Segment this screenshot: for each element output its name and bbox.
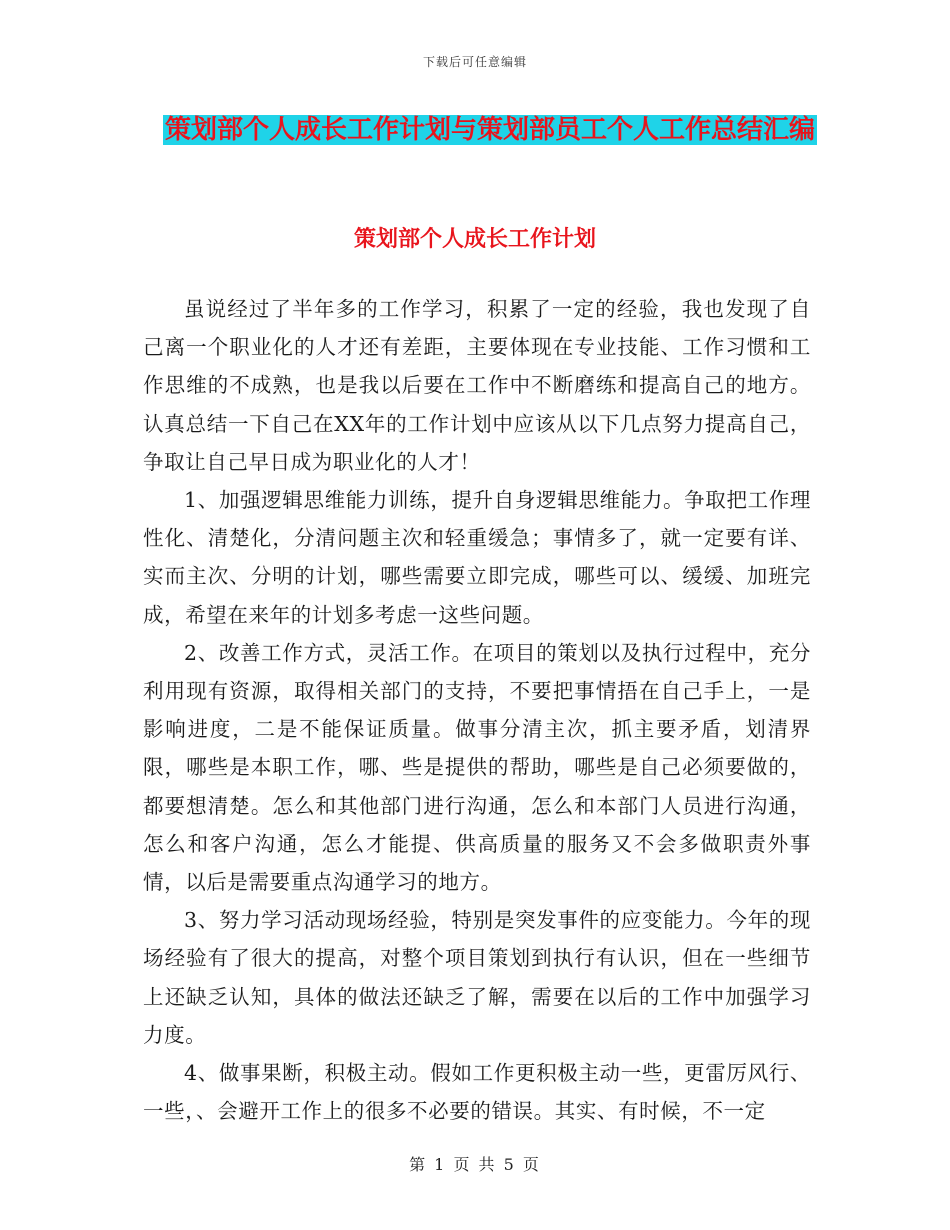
section-title: 策划部个人成长工作计划: [353, 226, 596, 252]
document-title-text: 策划部个人成长工作计划与策划部员工个人工作总结汇编: [164, 115, 815, 145]
document-title: [140, 108, 840, 152]
paragraph-item-1: 1、加强逻辑思维能力训练，提升自身逻辑思维能力。争取把工作理性化、清楚化，分清问题主次和轻重缓急；事情多了，就一定要有详、实而主次、分明的计划，哪些需要立即完成，哪些可以、缓缓、加班完成，希望在来年的计划多考虑一这些问题。: [143, 488, 811, 627]
page-header-note: 下载后可任意编辑: [422, 55, 527, 69]
paragraph-intro: 虽说经过了半年多的工作学习，积累了一定的经验，我也发现了自己离一个职业化的人才还有差距，主要体现在专业技能、工作习惯和工作思维的不成熟，也是我以后要在工作中不断磨练和提高自己的地方。认真总结一下自己在XX年的工作计划中应该从以下几点努力提高自己，争取让自己早日成为职业化的人才！: [143, 297, 811, 474]
document-body: [143, 290, 811, 1130]
paragraph-item-4: 4、做事果断，积极主动。假如工作更积极主动一些，更雷厉风行、一些，、会避开工作上的很多不必要的错误。其实、有时候，不一定: [143, 1061, 811, 1124]
page-number-footer: 第 1 页 共 5 页: [409, 1155, 541, 1174]
paragraph-item-3: 3、努力学习活动现场经验，特别是突发事件的应变能力。今年的现场经验有了很大的提高，对整个项目策划到执行有认识，但在一些细节上还缺乏认知，具体的做法还缺乏了解，需要在以后的工作中加强学习力度。: [143, 908, 811, 1047]
paragraph-item-2: 2、改善工作方式，灵活工作。在项目的策划以及执行过程中，充分利用现有资源，取得相关部门的支持，不要把事情捂在自己手上，一是影响进度，二是不能保证质量。做事分清主次，抓主要矛盾，划清界限，哪些是本职工作，哪、些是提供的帮助，哪些是自己必须要做的，都要想清楚。怎么和其他部门进行沟通，怎么和本部门人员进行沟通，怎么和客户沟通，怎么才能提、供高质量的服务又不会多做职责外事情，以后是需要重点沟通学习的地方。: [143, 640, 811, 895]
